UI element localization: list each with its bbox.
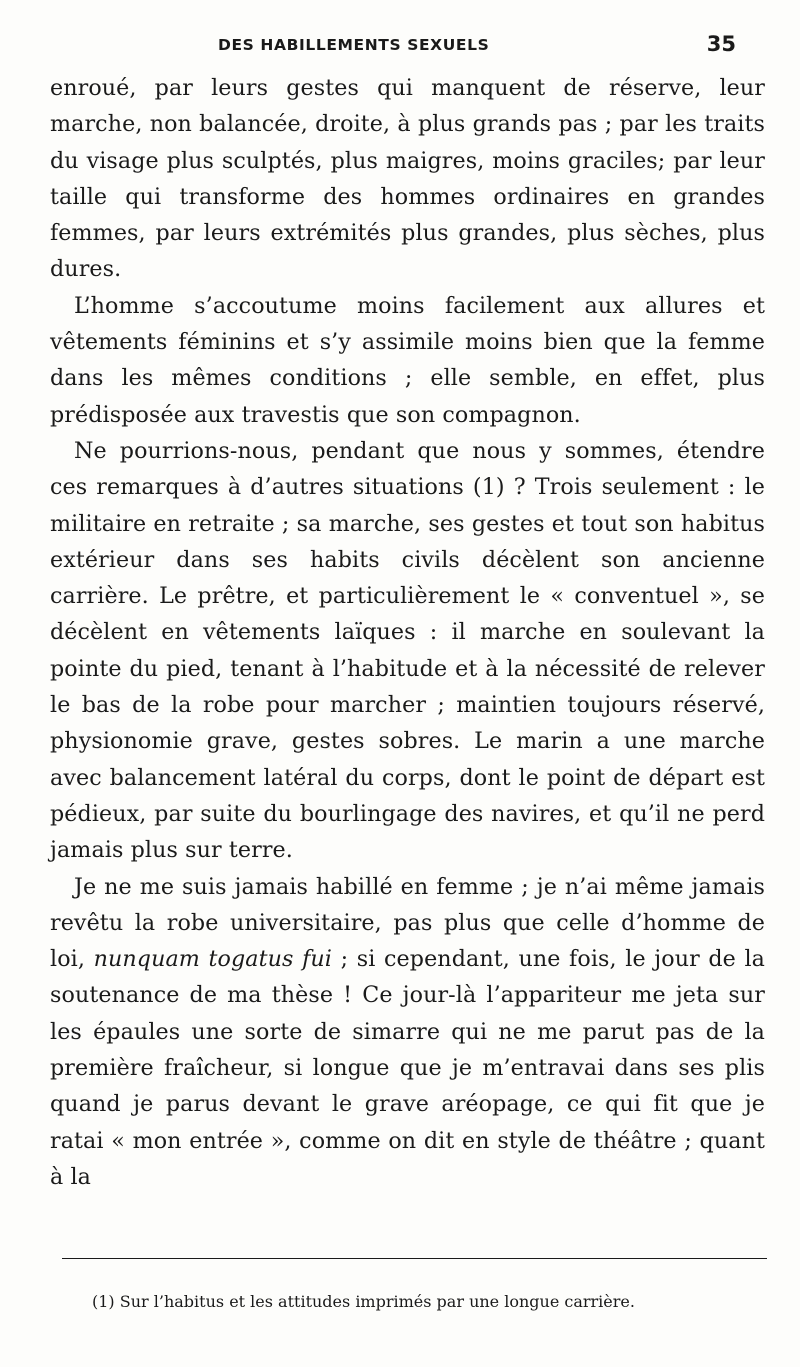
paragraph-4-text-after: ; si cependant, une fois, le jour de la soutenance de ma thèse ! Ce jour-là l’appariteur me jeta sur les épaules une sorte de simarre qui ne me parut pas de la première fraîcheur, si longue que je m’entravai dans ses plis quand je parus devant le grave aréopage, ce qui fit que je ratai « mon entrée », comme on dit en style de théâtre ; quant à la: [50, 946, 766, 1190]
running-header: [50, 32, 750, 66]
running-title: DES HABILLEMENTS SEXUELS: [218, 36, 490, 54]
latin-quote: nunquam togatus fui: [93, 946, 332, 973]
footnote: [50, 1290, 765, 1313]
paragraph-2: L’homme s’accoutume moins facilement aux allures et vêtements féminins et s’y assimile moins bien que la femme dans les mêmes conditions ; elle semble, en effet, plus prédisposée aux travestis que son compagnon.: [50, 292, 765, 428]
footnote-text: (1) Sur l’habitus et les attitudes imprimés par une longue carrière.: [92, 1292, 635, 1311]
paragraph-3: Ne pourrions-nous, pendant que nous y sommes, étendre ces remarques à d’autres situations (1) ? Trois seulement : le militaire en retraite ; sa marche, ses gestes et tout son habitus extérieur dans ses habits civils décèlent son ancienne carrière. Le prêtre, et particulièrement le « conventuel », se décèlent en vêtements laïques : il marche en soulevant la pointe du pied, tenant à l’habitude et à la nécessité de relever le bas de la robe pour marcher ; maintien toujours réservé, physionomie grave, gestes sobres. Le marin a une marche avec balancement latéral du corps, dont le point de départ est pédieux, par suite du bourlingage des navires, et qu’il ne perd jamais plus sur terre.: [50, 437, 765, 864]
paragraph-4: [50, 869, 765, 1196]
page-number: 35: [706, 32, 736, 56]
footnote-divider: [62, 1258, 767, 1259]
paragraph-1: enroué, par leurs gestes qui manquent de réserve, leur marche, non balancée, droite, à plus grands pas ; par les traits du visage plus sculptés, plus maigres, moins graciles; par leur taille qui transforme des hommes ordinaires en grandes femmes, par leurs extrémités plus grandes, plus sèches, plus dures.: [50, 75, 765, 283]
paragraph-4-text-before: Je ne me suis jamais habillé en femme ; je n’ai même jamais revêtu la robe universitaire, pas plus que celle d’homme de loi,: [50, 873, 765, 973]
body-text: [50, 70, 765, 1195]
